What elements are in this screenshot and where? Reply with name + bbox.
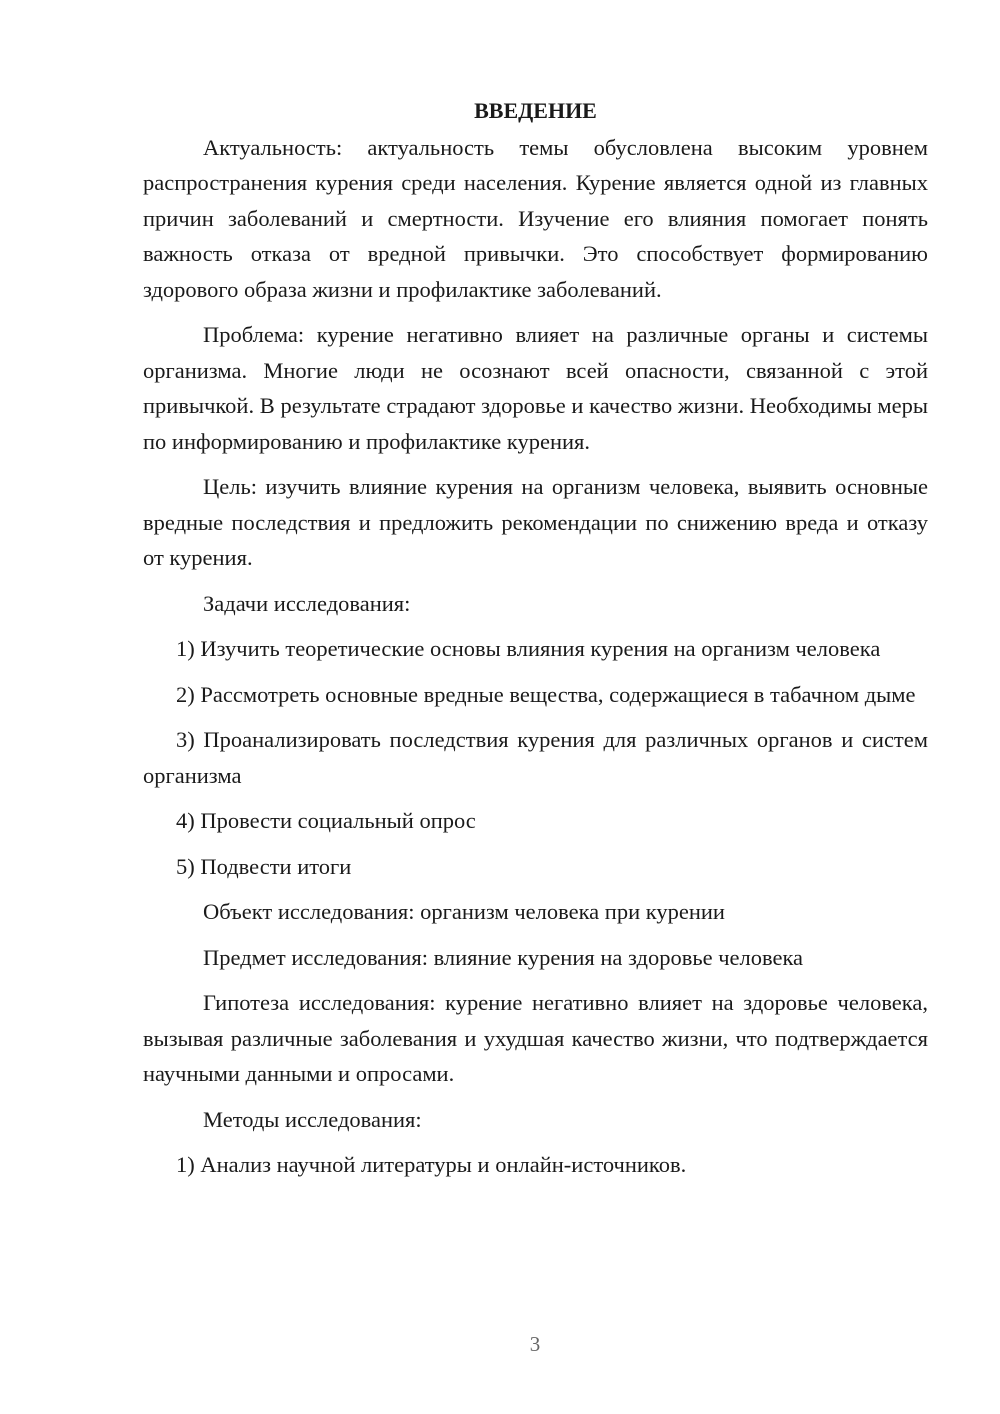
task-item-5: 5) Подвести итоги xyxy=(176,853,352,879)
paragraph-goal: Цель: изучить влияние курения на организм человека, выявить основные вредные последствия и предложить рекомендации по снижению вреда и отказу от курения. xyxy=(143,474,928,570)
paragraph-hypothesis: Гипотеза исследования: курение негативно влияет на здоровье человека, вызывая различные заболевания и ухудшая качество жизни, что подтверждается научными данными и опросами. xyxy=(143,990,928,1086)
paragraph-subject: Предмет исследования: влияние курения на здоровье человека xyxy=(203,944,804,970)
paragraph-object: Объект исследования: организм человека при курении xyxy=(203,899,725,924)
methods-heading: Методы исследования: xyxy=(203,1106,422,1132)
paragraph-problem: Проблема: курение негативно влияет на различные органы и системы организма. Многие люди не осознают всей опасности, связанной с этой привычкой. В результате страдают здоровье и качество жизни. Необходимы меры по информированию и профилактике курения. xyxy=(143,322,928,454)
page-number: 3 xyxy=(529,1332,541,1356)
page-content xyxy=(143,93,928,1193)
task-item-3: 3) Проанализировать последствия курения для различных органов и систем организма xyxy=(143,727,928,788)
task-item-1: 1) Изучить теоретические основы влияния курения на организм человека xyxy=(176,636,881,661)
task-item-4: 4) Провести социальный опрос xyxy=(176,808,476,833)
method-item-1: 1) Анализ научной литературы и онлайн-источников. xyxy=(176,1152,687,1177)
tasks-heading: Задачи исследования: xyxy=(203,590,411,616)
task-item-2: 2) Рассмотреть основные вредные вещества, содержащиеся в табачном дыме xyxy=(176,681,916,707)
section-title: ВВЕДЕНИЕ xyxy=(474,98,597,123)
paragraph-relevance: Актуальность: актуальность темы обусловлена высоким уровнем распространения курения среди населения. Курение является одной из главных причин заболеваний и смертности. Изучение его влияния помогает понять важность отказа от вредной привычки. Это способствует формированию здорового образа жизни и профилактике заболеваний. xyxy=(143,134,928,302)
